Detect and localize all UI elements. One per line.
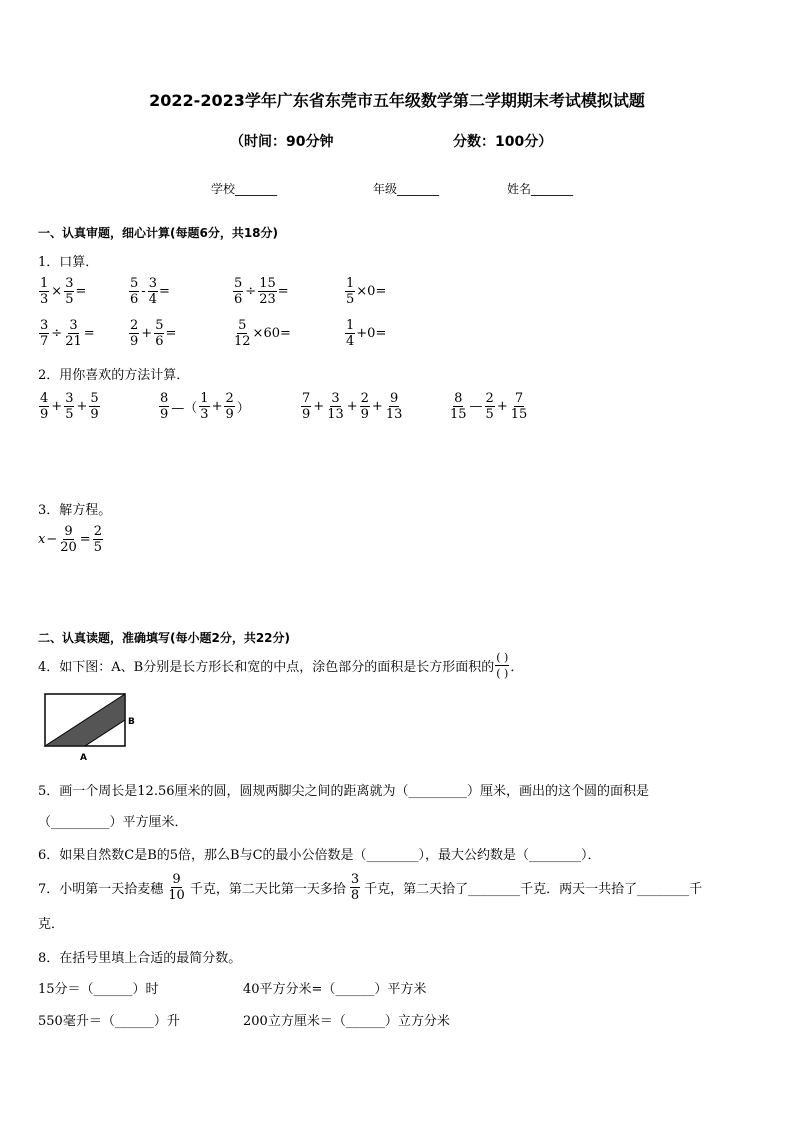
operator: + bbox=[76, 399, 88, 414]
denominator: 9 bbox=[302, 407, 311, 422]
numerator: 5 bbox=[90, 391, 99, 406]
operator: + bbox=[371, 399, 383, 414]
denominator: 20 bbox=[60, 540, 77, 555]
mental-item bbox=[232, 318, 291, 349]
calc-expression bbox=[448, 391, 529, 422]
numerator: 2 bbox=[225, 391, 234, 406]
equals: = bbox=[158, 284, 170, 299]
numerator: 1 bbox=[346, 318, 355, 333]
numerator: 3 bbox=[40, 318, 49, 333]
numerator: 7 bbox=[514, 391, 524, 406]
equals: = bbox=[75, 284, 87, 299]
fraction bbox=[89, 391, 99, 422]
mental-item bbox=[38, 276, 86, 307]
fraction bbox=[93, 524, 103, 555]
fraction bbox=[301, 391, 311, 422]
denominator: 7 bbox=[40, 334, 49, 349]
denominator: 6 bbox=[234, 292, 243, 307]
operator: — bbox=[469, 399, 483, 414]
equals: ×0= bbox=[356, 284, 387, 299]
numerator: 4 bbox=[40, 391, 49, 406]
operator: ） bbox=[236, 401, 250, 416]
numerator: 5 bbox=[130, 276, 139, 291]
numerator: 3 bbox=[65, 276, 74, 291]
denominator: 3 bbox=[40, 292, 49, 307]
fill-item: 200立方厘米＝（______）立方分米 bbox=[243, 1014, 450, 1029]
numerator: 2 bbox=[93, 524, 102, 539]
question-text: 千克，第二天比第一天多拾 bbox=[189, 882, 346, 897]
denominator: 5 bbox=[485, 407, 494, 422]
denominator: 5 bbox=[346, 292, 355, 307]
fraction bbox=[129, 318, 139, 349]
denominator: 9 bbox=[360, 407, 369, 422]
fraction bbox=[64, 276, 74, 307]
equals: = bbox=[277, 284, 289, 299]
name-field: 姓名_______ bbox=[507, 182, 574, 196]
operator: ÷ bbox=[245, 284, 257, 299]
punctuation: ． bbox=[510, 660, 524, 675]
fraction bbox=[199, 391, 209, 422]
calc-expression bbox=[300, 391, 404, 422]
mental-item bbox=[128, 318, 176, 349]
denominator: 9 bbox=[160, 407, 169, 422]
denominator: 10 bbox=[168, 888, 185, 903]
mental-item bbox=[38, 318, 95, 349]
question-6: 6．如果自然数C是B的5倍，那么B与C的最小公倍数是（________），最大公约数是（________）． bbox=[38, 848, 601, 863]
question-text: 4．如下图：A、B分别是长方形长和宽的中点，涂色部分的面积是长方形面积的 bbox=[38, 660, 495, 675]
fraction bbox=[258, 276, 277, 307]
denominator: 5 bbox=[65, 407, 74, 422]
fraction bbox=[385, 391, 404, 422]
denominator: 9 bbox=[130, 334, 139, 349]
denominator: 21 bbox=[65, 334, 82, 349]
denominator: 9 bbox=[40, 407, 49, 422]
fraction bbox=[224, 391, 234, 422]
fraction bbox=[64, 318, 83, 349]
fraction bbox=[510, 391, 529, 422]
fill-item: 550毫升＝（______）升 bbox=[38, 1014, 180, 1029]
operator: + bbox=[496, 399, 508, 414]
fill-item: 40平方分米=（______）平方米 bbox=[243, 982, 427, 997]
numerator: 3 bbox=[65, 391, 74, 406]
equals: +0= bbox=[356, 326, 387, 341]
question-label: 3．解方程。 bbox=[38, 503, 112, 518]
exam-score: 分数：100分） bbox=[453, 134, 553, 150]
numerator: 5 bbox=[155, 318, 164, 333]
grade-field: 年级_______ bbox=[373, 182, 440, 196]
question-4 bbox=[38, 650, 523, 681]
label-b: B bbox=[128, 717, 135, 727]
numerator: 8 bbox=[454, 391, 463, 406]
question-7-cont: 克． bbox=[38, 917, 65, 932]
denominator: 15 bbox=[510, 407, 528, 422]
question-label: 2．用你喜欢的方法计算． bbox=[38, 368, 190, 383]
answer-fraction bbox=[495, 650, 509, 681]
rectangle-figure bbox=[40, 690, 140, 764]
denominator: 4 bbox=[346, 334, 355, 349]
denominator: 13 bbox=[385, 407, 403, 422]
operator: - bbox=[141, 284, 146, 299]
fraction bbox=[64, 391, 74, 422]
fraction bbox=[148, 276, 158, 307]
blank-denominator: ( ) bbox=[496, 667, 509, 680]
section-heading: 一、认真审题，细心计算(每题6分，共18分) bbox=[38, 226, 279, 240]
operator: − bbox=[46, 532, 58, 547]
numerator: 5 bbox=[234, 276, 243, 291]
fraction bbox=[345, 318, 355, 349]
denominator: 6 bbox=[155, 334, 164, 349]
label-a: A bbox=[80, 753, 87, 763]
mental-item bbox=[232, 276, 289, 307]
denominator: 15 bbox=[450, 407, 467, 422]
operator: = bbox=[79, 532, 91, 547]
operator: ÷ bbox=[51, 326, 63, 341]
numerator: 8 bbox=[160, 391, 169, 406]
calc-expression bbox=[38, 391, 101, 422]
fraction bbox=[39, 276, 49, 307]
operator: —（ bbox=[171, 401, 198, 416]
fraction bbox=[360, 391, 370, 422]
denominator: 13 bbox=[327, 407, 344, 422]
numerator: 2 bbox=[130, 318, 139, 333]
numerator: 1 bbox=[40, 276, 49, 291]
fraction bbox=[350, 872, 360, 903]
numerator: 2 bbox=[485, 391, 494, 406]
fraction bbox=[233, 276, 243, 307]
fraction bbox=[39, 391, 49, 422]
section-heading: 二、认真读题，准确填写(每小题2分，共22分) bbox=[38, 631, 291, 645]
numerator: 2 bbox=[360, 391, 369, 406]
denominator: 8 bbox=[350, 888, 360, 903]
denominator: 12 bbox=[234, 334, 251, 349]
numerator: 9 bbox=[389, 391, 399, 406]
fraction bbox=[233, 318, 252, 349]
numerator: 9 bbox=[64, 524, 73, 539]
numerator: 5 bbox=[238, 318, 247, 333]
numerator: 15 bbox=[259, 276, 276, 291]
operator: + bbox=[141, 326, 153, 341]
question-label: 1．口算． bbox=[38, 255, 99, 270]
numerator: 1 bbox=[200, 391, 209, 406]
denominator: 5 bbox=[65, 292, 74, 307]
operator: + bbox=[313, 399, 325, 414]
question-text: 7．小明第一天拾麦穗 bbox=[38, 882, 164, 897]
denominator: 23 bbox=[259, 292, 276, 307]
operator: + bbox=[346, 399, 358, 414]
fraction bbox=[345, 276, 355, 307]
numerator: 1 bbox=[346, 276, 355, 291]
numerator: 3 bbox=[350, 872, 360, 887]
school-field: 学校_______ bbox=[211, 182, 278, 196]
question-5-line-1: 5．画一个周长是12.56厘米的圆，圆规两脚尖之间的距离就为（_________）厘米，画出的这个圆的面积是 bbox=[38, 784, 649, 799]
fraction bbox=[485, 391, 495, 422]
question-7 bbox=[38, 872, 702, 903]
denominator: 9 bbox=[90, 407, 99, 422]
page-title: 2022-2023学年广东省东莞市五年级数学第二学期期末考试模拟试题 bbox=[149, 91, 645, 110]
question-text: 千克，第二天拾了________千克．两天一共拾了________千 bbox=[364, 882, 703, 897]
blank-numerator: ( ) bbox=[496, 651, 509, 664]
mental-item bbox=[128, 276, 170, 307]
numerator: 3 bbox=[69, 318, 78, 333]
denominator: 6 bbox=[130, 292, 139, 307]
denominator: 5 bbox=[93, 540, 102, 555]
fraction bbox=[167, 872, 186, 903]
numerator: 9 bbox=[172, 872, 181, 887]
question-8-label: 8．在括号里填上合适的最简分数。 bbox=[38, 951, 242, 966]
fraction bbox=[449, 391, 468, 422]
question-5-line-2: （_________）平方厘米． bbox=[38, 815, 188, 830]
numerator: 3 bbox=[148, 276, 157, 291]
calc-expression bbox=[158, 391, 251, 422]
denominator: 9 bbox=[225, 407, 234, 422]
equals: = bbox=[83, 326, 95, 341]
equals: = bbox=[165, 326, 177, 341]
variable: x bbox=[38, 532, 46, 547]
fraction bbox=[159, 391, 169, 422]
fill-item: 15分＝（______）时 bbox=[38, 982, 159, 997]
fraction bbox=[129, 276, 139, 307]
operator: × bbox=[51, 284, 63, 299]
mental-item bbox=[344, 276, 386, 307]
exam-time: （时间：90分钟 bbox=[230, 134, 334, 150]
numerator: 7 bbox=[302, 391, 311, 406]
fraction bbox=[326, 391, 345, 422]
fraction bbox=[59, 524, 78, 555]
operator: + bbox=[211, 399, 223, 414]
mental-item bbox=[344, 318, 386, 349]
numerator: 3 bbox=[331, 391, 340, 406]
fraction bbox=[39, 318, 49, 349]
denominator: 4 bbox=[148, 292, 157, 307]
operator: + bbox=[51, 399, 63, 414]
equation bbox=[38, 524, 104, 555]
denominator: 3 bbox=[200, 407, 209, 422]
fraction bbox=[154, 318, 164, 349]
equals: ×60= bbox=[252, 326, 291, 341]
